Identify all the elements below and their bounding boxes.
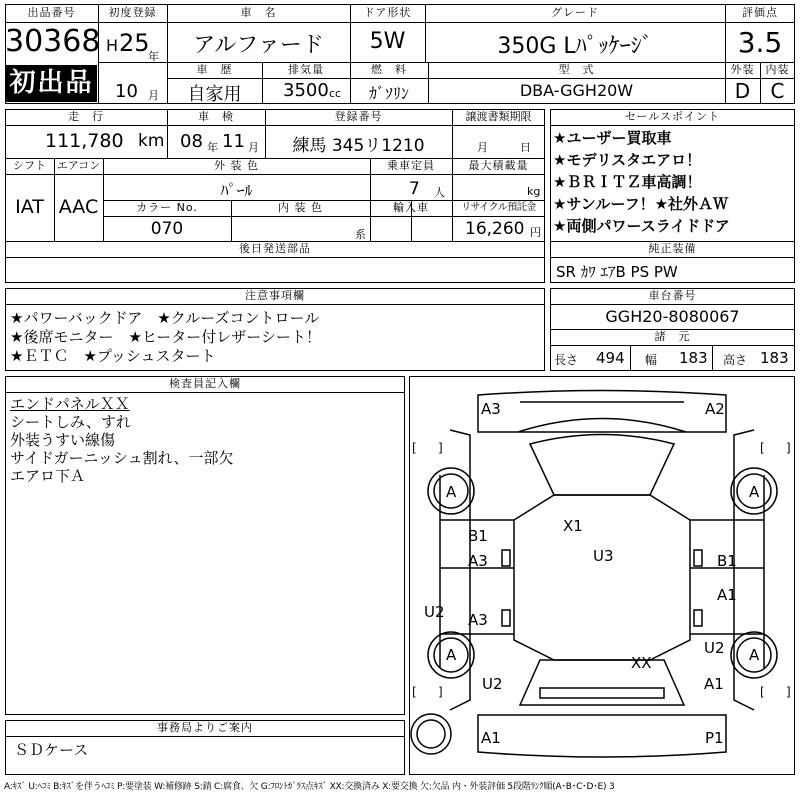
damage-mark: A [446,483,457,501]
car-name: アルファード [193,33,324,58]
interior-color-label: 内 装 色 [278,201,323,214]
recycle-unit: 円 [530,226,541,239]
inspection-month-unit: 月 [248,141,259,154]
svg-text:]: ] [786,685,791,699]
sales-point-item: ★両側パワースライドドア [553,217,730,235]
score: 3.5 [737,26,783,59]
width-label: 幅 [645,353,658,367]
era-letter: H [106,36,119,55]
damage-mark: A3 [468,552,488,570]
car-damage-diagram [409,376,795,775]
damage-mark: X1 [563,517,583,535]
capacity-unit: 人 [434,186,445,199]
doors-label: ドア形状 [363,6,412,19]
damage-mark: U2 [424,603,445,621]
displacement: 3500 [283,80,329,101]
grade-label: グレード [551,6,599,19]
inspector-line: サイドガーニッシュ割れ、一部欠 [10,449,234,467]
transfer-month-unit: 月 [477,141,488,154]
damage-mark: U2 [704,639,725,657]
sales-point-item: ★サンルーフ！★社外ＡＷ [553,195,729,213]
transfer-deadline-label: 譲渡書類期限 [465,110,532,123]
plate-label: 登録番号 [334,110,383,123]
score-label: 評価点 [742,6,778,19]
color-label: 外 装 色 [214,159,259,172]
first-registration-label: 初度登録 [108,6,157,19]
exterior-label: 外装 [730,63,755,76]
width: 183 [679,349,708,367]
notes-title: 注意事項欄 [245,289,305,302]
legend: A:ｷｽﾞ U:ﾍｺﾐ B:ｷｽﾞを伴うﾍｺﾐ P:要塗装 W:補修跡 S:錆 C:腐食、欠 G:ﾌﾛﾝﾄｶﾞﾗｽ点ｷｽﾞ XX:交換済み X:要交換 欠:欠品 内・外装評価 5段階ﾗﾝｸ順(A･B･C･D･E) 3 [4,782,615,792]
damage-mark: B1 [717,552,737,570]
color-no-label: カラー No. [136,201,198,214]
doors: 5W [369,29,406,54]
note-line: ★後席モニター ★ヒーター付レザーシート！ [10,328,321,346]
lot-number-label: 出品番号 [27,6,76,19]
capacity-label: 乗車定員 [387,159,435,172]
inspector-line: 外装うすい線傷 [10,431,116,449]
svg-text:[: [ [412,441,417,455]
mileage-label: 走 行 [68,110,104,123]
inspection-month: 11 [222,131,245,152]
height-label: 高さ [723,353,748,367]
grade: 350G Lﾊﾟｯｹｰｼﾞ [497,34,653,59]
damage-mark: U2 [482,675,503,693]
damage-mark: P1 [705,729,724,747]
recycle-label: リサイクル預託金 [461,202,536,213]
note-line: ★パワーバックドア ★クルーズコントロール [10,309,320,327]
inspector-line: シートしみ、すれ [10,413,131,431]
chassis-title: 車台番号 [648,289,697,302]
registration-year: 25 [119,29,150,57]
inspection-year-unit: 年 [207,141,218,154]
height: 183 [760,349,789,367]
damage-mark: A [446,646,457,664]
specs-title: 諸 元 [654,330,691,343]
svg-text:[: [ [412,685,417,699]
max-load-label: 最大積載量 [468,159,529,172]
length-label: 長さ [554,353,579,367]
interior-color-unit: 系 [355,228,366,241]
damage-mark: A1 [704,675,724,693]
damage-mark: A1 [481,729,501,747]
aircon-label: エアコン [56,159,101,172]
svg-text:]: ] [438,441,443,455]
note-line: ★ＥＴＣ ★プッシュスタート [10,347,216,365]
displacement-unit: cc [329,87,342,100]
damage-mark: A2 [705,400,725,418]
sales-point-item: ★ＢＲＩＴＺ車高調！ [553,173,702,191]
model-label: 型 式 [558,63,595,76]
interior-grade: C [770,79,785,103]
import-label: 輸入車 [393,201,429,214]
mileage-unit: km [138,131,165,151]
year-unit: 年 [148,50,159,63]
history-label: 車 歴 [196,63,233,76]
damage-mark: A [749,483,760,501]
damage-mark: A3 [468,611,488,629]
mileage: 111,780 [45,130,124,152]
svg-text:[: [ [760,441,765,455]
equipment: SR ｶﾜ ｴｱB PS PW [556,263,678,281]
first-listing-badge: 初出品 [6,65,97,102]
sales-point-item: ★ユーザー買取車 [553,129,672,147]
inspection-label: 車 検 [198,110,234,123]
later-parts-label: 後日発送部品 [239,242,311,255]
shift: IAT [15,196,44,218]
lot-number: 30368 [5,24,101,59]
displacement-label: 排気量 [288,63,324,76]
svg-text:]: ] [786,441,791,455]
max-load-unit: kg [527,185,541,198]
office-title: 事務局よりご案内 [157,721,253,734]
chassis-number: GGH20-8080067 [605,307,740,326]
sales-point-item: ★モデリスタエアロ！ [553,151,702,169]
damage-mark: XX [631,654,652,672]
color-no: 070 [150,219,184,239]
fuel: ｶﾞｿﾘﾝ [368,84,409,103]
damage-mark: U3 [593,547,614,565]
equipment-title: 純正装備 [648,242,697,255]
exterior-grade: D [734,79,751,103]
plate-number: 練馬 345リ1210 [292,136,425,156]
damage-mark: A1 [717,586,737,604]
car-name-label: 車 名 [240,6,277,19]
transfer-day-unit: 日 [520,141,531,154]
length: 494 [596,349,625,367]
svg-text:]: ] [438,685,443,699]
aircon: AAC [58,196,99,218]
inspector-title: 検査員記入欄 [169,377,241,390]
capacity: 7 [409,179,420,199]
svg-text:[: [ [760,685,765,699]
recycle-deposit: 16,260 [465,219,525,239]
color: ﾊﾟｰﾙ [220,181,253,200]
history: 自家用 [187,84,242,105]
month-unit: 月 [148,89,159,102]
office-text: ＳＤケース [14,741,89,759]
inspector-line: エンドパネルＸＸ [10,395,130,413]
interior-label: 内装 [765,63,790,76]
shift-label: シフト [13,159,46,172]
damage-mark: A3 [481,400,501,418]
inspector-line: エアロ下Ａ [10,467,86,485]
inspection-year: 08 [180,131,203,152]
registration-month: 10 [115,81,138,102]
model: DBA-GGH20W [519,81,634,100]
damage-mark: A [749,646,760,664]
damage-mark: B1 [468,527,488,545]
sales-points-title: セールスポイント [624,110,720,123]
fuel-label: 燃 料 [371,63,407,76]
